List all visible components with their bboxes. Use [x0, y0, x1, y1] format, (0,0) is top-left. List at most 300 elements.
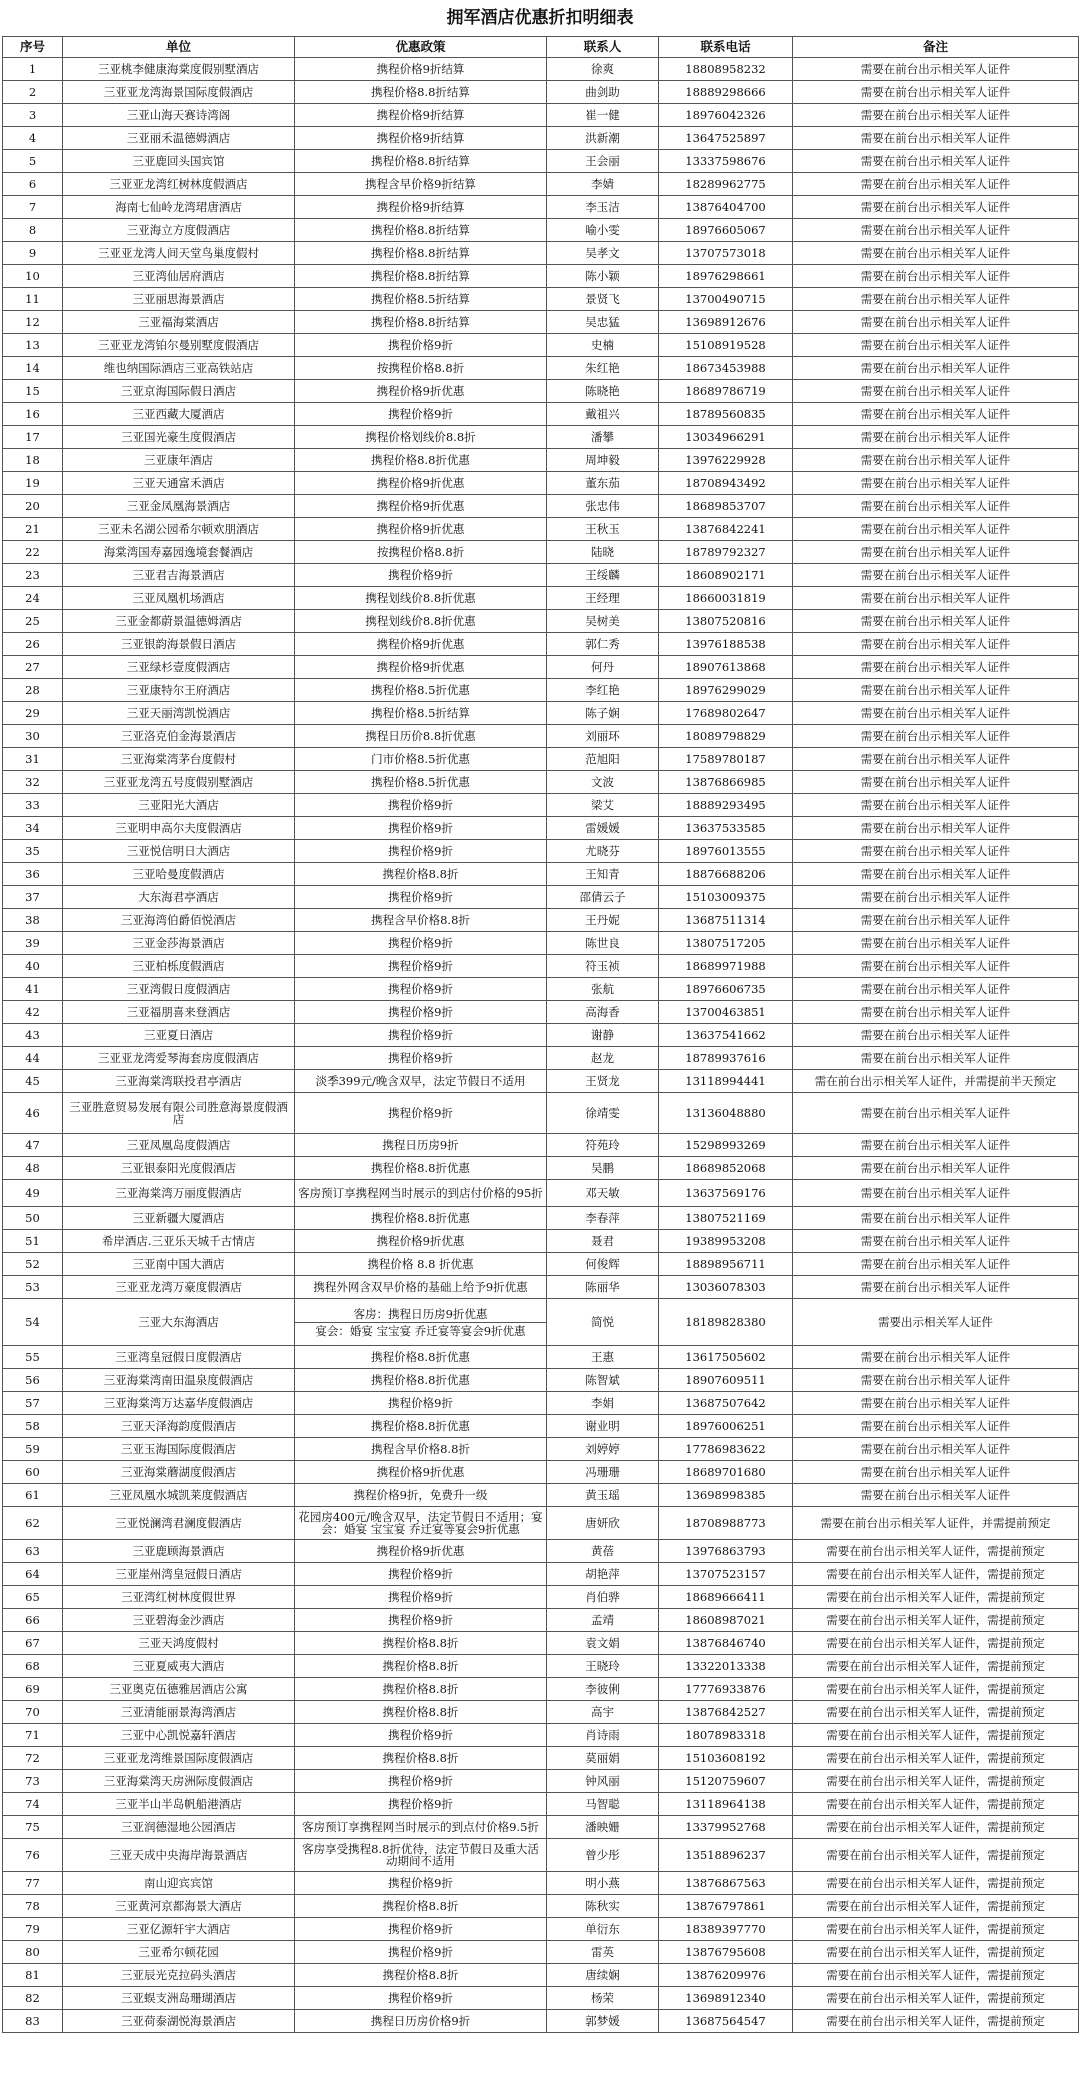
row-policy: 携程价格9折: [295, 886, 547, 909]
row-policy: 携程价格9折: [295, 1793, 547, 1816]
table-row: [3, 1770, 1079, 1793]
row-policy: [295, 1299, 547, 1346]
row-index: 13: [3, 334, 63, 357]
row-index: 36: [3, 863, 63, 886]
row-policy-line: 宴会：婚宴 宝宝宴 乔迁宴等宴会9折优惠: [315, 1323, 526, 1338]
table-row: [3, 748, 1079, 771]
row-policy: 携程价格 8.8 折优惠: [295, 1253, 547, 1276]
row-note: 需要在前台出示相关军人证件，需提前预定: [793, 1655, 1079, 1678]
row-note: 需要在前台出示相关军人证件: [793, 1134, 1079, 1157]
row-unit: 三亚辰光克拉码头酒店: [63, 1964, 295, 1987]
table-row: [3, 794, 1079, 817]
table-row: [3, 1392, 1079, 1415]
row-policy: 携程价格9折: [295, 1770, 547, 1793]
row-index: 20: [3, 495, 63, 518]
row-unit: 三亚玉海国际度假酒店: [63, 1438, 295, 1461]
table-row: [3, 863, 1079, 886]
table-row: [3, 1793, 1079, 1816]
row-index: 19: [3, 472, 63, 495]
row-note: 需要在前台出示相关军人证件: [793, 1369, 1079, 1392]
row-index: 22: [3, 541, 63, 564]
row-policy: 按携程价格8.8折: [295, 357, 547, 380]
row-contact: 唐续娴: [547, 1964, 659, 1987]
row-policy: 携程价格8.8折结算: [295, 150, 547, 173]
row-note: 需要在前台出示相关军人证件: [793, 357, 1079, 380]
row-index: 26: [3, 633, 63, 656]
row-index: 1: [3, 58, 63, 81]
row-phone: 13707573018: [659, 242, 793, 265]
row-note: 需要在前台出示相关军人证件，需提前预定: [793, 1770, 1079, 1793]
table-row: [3, 1484, 1079, 1507]
row-contact: 喻小雯: [547, 219, 659, 242]
row-contact: 简悦: [547, 1299, 659, 1346]
row-contact: 陈秋实: [547, 1895, 659, 1918]
table-row: [3, 1134, 1079, 1157]
row-phone: 13876797861: [659, 1895, 793, 1918]
row-policy: 携程价格9折，免费升一级: [295, 1484, 547, 1507]
row-unit: 海棠湾国寿嘉园逸境套餐酒店: [63, 541, 295, 564]
row-phone: 13617505602: [659, 1346, 793, 1369]
row-note: 需要在前台出示相关军人证件: [793, 265, 1079, 288]
table-row: [3, 1253, 1079, 1276]
row-phone: 18976605067: [659, 219, 793, 242]
row-contact: 赵龙: [547, 1047, 659, 1070]
row-phone: 18708988773: [659, 1507, 793, 1540]
row-index: 76: [3, 1839, 63, 1872]
row-contact: 文波: [547, 771, 659, 794]
row-phone: 13876866985: [659, 771, 793, 794]
table-row: [3, 541, 1079, 564]
row-policy: 携程价格8.8折: [295, 1655, 547, 1678]
row-unit: 三亚明申高尔夫度假酒店: [63, 817, 295, 840]
row-note: 需要在前台出示相关军人证件: [793, 1484, 1079, 1507]
table-row: [3, 1816, 1079, 1839]
row-unit: 三亚黄河京都海景大酒店: [63, 1895, 295, 1918]
row-note: 需要在前台出示相关军人证件: [793, 426, 1079, 449]
row-unit: 三亚西藏大厦酒店: [63, 403, 295, 426]
table-row: [3, 1987, 1079, 2010]
row-phone: 18889298666: [659, 81, 793, 104]
row-phone: 13337598676: [659, 150, 793, 173]
row-policy: 携程价格8.5折优惠: [295, 679, 547, 702]
row-unit: 三亚康年酒店: [63, 449, 295, 472]
row-index: 11: [3, 288, 63, 311]
row-unit: 三亚海棠湾天房洲际度假酒店: [63, 1770, 295, 1793]
table-row: [3, 334, 1079, 357]
row-phone: 15120759607: [659, 1770, 793, 1793]
row-index: 3: [3, 104, 63, 127]
row-unit: 三亚清能丽景海湾酒店: [63, 1701, 295, 1724]
row-index: 16: [3, 403, 63, 426]
row-phone: 18078983318: [659, 1724, 793, 1747]
table-row: [3, 1346, 1079, 1369]
row-unit: 三亚海棠湾联投君亭酒店: [63, 1070, 295, 1093]
row-policy: 携程价格9折优惠: [295, 495, 547, 518]
row-contact: 徐靖雯: [547, 1093, 659, 1134]
row-unit: 三亚海棠蘑湖度假酒店: [63, 1461, 295, 1484]
row-phone: 15103608192: [659, 1747, 793, 1770]
row-unit: 三亚天成中央海岸海景酒店: [63, 1839, 295, 1872]
row-phone: 13034966291: [659, 426, 793, 449]
row-contact: 周坤毅: [547, 449, 659, 472]
row-policy: 携程价格9折: [295, 1918, 547, 1941]
row-index: 83: [3, 2010, 63, 2033]
row-phone: 13807521169: [659, 1207, 793, 1230]
row-phone: 13700490715: [659, 288, 793, 311]
row-contact: 高宇: [547, 1701, 659, 1724]
row-note: 需要在前台出示相关军人证件: [793, 219, 1079, 242]
row-phone: 13118964138: [659, 1793, 793, 1816]
row-phone: 19389953208: [659, 1230, 793, 1253]
row-unit: 三亚亚龙湾万豪度假酒店: [63, 1276, 295, 1299]
row-index: 2: [3, 81, 63, 104]
row-contact: 陈世良: [547, 932, 659, 955]
table-row: [3, 311, 1079, 334]
row-phone: 13976863793: [659, 1540, 793, 1563]
row-unit: 希岸酒店.三亚乐天城千古情店: [63, 1230, 295, 1253]
row-note: 需要在前台出示相关军人证件: [793, 518, 1079, 541]
row-index: 56: [3, 1369, 63, 1392]
row-contact: 陈智斌: [547, 1369, 659, 1392]
table-row: [3, 1047, 1079, 1070]
row-phone: 13707523157: [659, 1563, 793, 1586]
row-contact: 李彼俐: [547, 1678, 659, 1701]
row-contact: 王秋玉: [547, 518, 659, 541]
table-row: [3, 1701, 1079, 1724]
row-policy: 携程日历房9折: [295, 1134, 547, 1157]
row-phone: 13876209976: [659, 1964, 793, 1987]
row-policy: 携程价格9折: [295, 1047, 547, 1070]
table-row: [3, 495, 1079, 518]
row-policy: 携程价格8.8折: [295, 1632, 547, 1655]
row-unit: 三亚胜意贸易发展有限公司胜意海景度假酒店: [63, 1093, 295, 1134]
row-note: 需要在前台出示相关军人证件，需提前预定: [793, 1793, 1079, 1816]
row-index: 48: [3, 1157, 63, 1180]
row-phone: 18689852068: [659, 1157, 793, 1180]
row-policy: 携程价格8.8折结算: [295, 81, 547, 104]
row-index: 73: [3, 1770, 63, 1793]
row-policy: 携程价格9折: [295, 1563, 547, 1586]
row-index: 80: [3, 1941, 63, 1964]
row-index: 51: [3, 1230, 63, 1253]
row-unit: 三亚夏日酒店: [63, 1024, 295, 1047]
row-index: 72: [3, 1747, 63, 1770]
row-policy: 携程价格9折: [295, 932, 547, 955]
row-note: 需要在前台出示相关军人证件: [793, 1001, 1079, 1024]
row-unit: 三亚南中国大酒店: [63, 1253, 295, 1276]
table-row: [3, 1461, 1079, 1484]
row-contact: 董东茄: [547, 472, 659, 495]
table-row: [3, 127, 1079, 150]
row-index: 77: [3, 1872, 63, 1895]
table-row: [3, 955, 1079, 978]
row-unit: 维也纳国际酒店三亚高铁站店: [63, 357, 295, 380]
row-unit: 三亚丽思海景酒店: [63, 288, 295, 311]
row-index: 23: [3, 564, 63, 587]
row-unit: 三亚亚龙湾铂尔曼别墅度假酒店: [63, 334, 295, 357]
row-note: 需要在前台出示相关军人证件，需提前预定: [793, 1724, 1079, 1747]
row-index: 75: [3, 1816, 63, 1839]
row-unit: 三亚福海棠酒店: [63, 311, 295, 334]
row-phone: 18389397770: [659, 1918, 793, 1941]
row-policy: 携程价格8.8折: [295, 1678, 547, 1701]
row-note: 需要在前台出示相关军人证件: [793, 472, 1079, 495]
row-index: 43: [3, 1024, 63, 1047]
table-row: [3, 587, 1079, 610]
table-row: [3, 449, 1079, 472]
row-contact: 范旭阳: [547, 748, 659, 771]
table-row: [3, 1415, 1079, 1438]
row-policy: 携程价格9折: [295, 817, 547, 840]
row-contact: 王绥麟: [547, 564, 659, 587]
row-phone: 13807517205: [659, 932, 793, 955]
row-note: 需要在前台出示相关军人证件: [793, 863, 1079, 886]
row-policy: 花园房400元/晚含双早，法定节假日不适用；宴会：婚宴 宝宝宴 乔迁宴等宴会9折优惠: [295, 1507, 547, 1540]
row-policy: 门市价格8.5折优惠: [295, 748, 547, 771]
row-contact: 吴鹏: [547, 1157, 659, 1180]
row-note: 需要在前台出示相关军人证件: [793, 81, 1079, 104]
row-index: 59: [3, 1438, 63, 1461]
table-row: [3, 1678, 1079, 1701]
row-note: 需要在前台出示相关军人证件，需提前预定: [793, 1678, 1079, 1701]
row-note: 需要在前台出示相关军人证件: [793, 610, 1079, 633]
table-row: [3, 1872, 1079, 1895]
row-unit: 三亚亚龙湾人间天堂鸟巢度假村: [63, 242, 295, 265]
header-phone: 联系电话: [659, 37, 793, 58]
row-note: 需要在前台出示相关军人证件，需提前预定: [793, 1747, 1079, 1770]
table-row: [3, 173, 1079, 196]
row-phone: 13876867563: [659, 1872, 793, 1895]
table-row: [3, 196, 1079, 219]
row-contact: 雷英: [547, 1941, 659, 1964]
row-index: 46: [3, 1093, 63, 1134]
row-contact: 邵倩云子: [547, 886, 659, 909]
row-note: 需要在前台出示相关军人证件，需提前预定: [793, 1701, 1079, 1724]
table-row: [3, 1839, 1079, 1872]
row-note: 需要在前台出示相关军人证件: [793, 58, 1079, 81]
row-policy-line: 客房：携程日历房9折优惠: [295, 1306, 546, 1323]
table-row: [3, 380, 1079, 403]
row-contact: 洪新潮: [547, 127, 659, 150]
row-contact: 符苑玲: [547, 1134, 659, 1157]
row-policy: 携程价格9折: [295, 1586, 547, 1609]
row-contact: 李婧: [547, 173, 659, 196]
row-index: 25: [3, 610, 63, 633]
table-row: [3, 518, 1079, 541]
row-policy: 携程价格8.8折结算: [295, 311, 547, 334]
row-phone: 13976188538: [659, 633, 793, 656]
table-row: [3, 840, 1079, 863]
table-row: [3, 1070, 1079, 1093]
table-row: [3, 1438, 1079, 1461]
row-policy: 淡季399元/晚含双早，法定节假日不适用: [295, 1070, 547, 1093]
row-phone: 13687564547: [659, 2010, 793, 2033]
row-contact: 张航: [547, 978, 659, 1001]
row-unit: 三亚阳光大酒店: [63, 794, 295, 817]
table-row: [3, 633, 1079, 656]
table-row: [3, 1895, 1079, 1918]
row-contact: 王晓玲: [547, 1655, 659, 1678]
row-index: 81: [3, 1964, 63, 1987]
row-note: 需要在前台出示相关军人证件: [793, 909, 1079, 932]
table-row: [3, 817, 1079, 840]
row-contact: 潘攀: [547, 426, 659, 449]
table-row: [3, 978, 1079, 1001]
row-index: 18: [3, 449, 63, 472]
row-note: 需要在前台出示相关军人证件: [793, 679, 1079, 702]
row-unit: 三亚天鸿度假村: [63, 1632, 295, 1655]
row-index: 63: [3, 1540, 63, 1563]
row-contact: 刘丽环: [547, 725, 659, 748]
row-phone: 13976229928: [659, 449, 793, 472]
row-contact: 王贤龙: [547, 1070, 659, 1093]
row-phone: 13687511314: [659, 909, 793, 932]
row-unit: 三亚碧海金沙酒店: [63, 1609, 295, 1632]
row-phone: 13700463851: [659, 1001, 793, 1024]
row-phone: 18660031819: [659, 587, 793, 610]
row-policy: 携程价格9折结算: [295, 127, 547, 150]
table-row: [3, 1230, 1079, 1253]
row-phone: 18898956711: [659, 1253, 793, 1276]
row-unit: 三亚洛克伯金海景酒店: [63, 725, 295, 748]
row-unit: 三亚天泽海韵度假酒店: [63, 1415, 295, 1438]
row-policy: 携程价格8.8折优惠: [295, 1415, 547, 1438]
table-row: [3, 564, 1079, 587]
row-note: 需要在前台出示相关军人证件: [793, 104, 1079, 127]
row-unit: 三亚君吉海景酒店: [63, 564, 295, 587]
row-contact: 莫丽娟: [547, 1747, 659, 1770]
row-policy: 携程价格9折优惠: [295, 633, 547, 656]
table-row: [3, 702, 1079, 725]
row-policy: 携程价格9折结算: [295, 196, 547, 219]
table-row: [3, 2010, 1079, 2033]
row-contact: 郭仁秀: [547, 633, 659, 656]
row-contact: 袁文娟: [547, 1632, 659, 1655]
row-policy: 携程价格8.5折结算: [295, 702, 547, 725]
row-index: 6: [3, 173, 63, 196]
row-contact: 王丹妮: [547, 909, 659, 932]
row-unit: 三亚鹿顾海景酒店: [63, 1540, 295, 1563]
row-phone: 18708943492: [659, 472, 793, 495]
row-note: 需要在前台出示相关军人证件，需提前预定: [793, 1872, 1079, 1895]
row-index: 32: [3, 771, 63, 794]
row-index: 33: [3, 794, 63, 817]
row-contact: 曲剑助: [547, 81, 659, 104]
row-unit: 三亚亚龙湾红树林度假酒店: [63, 173, 295, 196]
row-phone: 18608987021: [659, 1609, 793, 1632]
row-contact: 尤晓芬: [547, 840, 659, 863]
row-note: 需要在前台出示相关军人证件，需提前预定: [793, 1609, 1079, 1632]
row-policy: 客房预订享携程网当时展示的到店付价格的95折: [295, 1180, 547, 1207]
row-policy: 携程价格9折优惠: [295, 380, 547, 403]
row-note: 需要在前台出示相关军人证件: [793, 1438, 1079, 1461]
row-phone: 18889293495: [659, 794, 793, 817]
row-index: 7: [3, 196, 63, 219]
row-contact: 孟靖: [547, 1609, 659, 1632]
row-policy: 携程价格8.8折: [295, 863, 547, 886]
row-policy: 携程价格8.8折: [295, 1701, 547, 1724]
row-index: 4: [3, 127, 63, 150]
row-note: 需要在前台出示相关军人证件，需提前预定: [793, 1918, 1079, 1941]
row-phone: 13647525897: [659, 127, 793, 150]
header-contact: 联系人: [547, 37, 659, 58]
row-note: 需要在前台出示相关军人证件: [793, 1207, 1079, 1230]
row-unit: 三亚山海天赛诗湾阁: [63, 104, 295, 127]
row-note: 需要在前台出示相关军人证件，需提前预定: [793, 1540, 1079, 1563]
row-policy: 携程含早价格9折结算: [295, 173, 547, 196]
row-phone: 13637541662: [659, 1024, 793, 1047]
row-policy: 携程日历房价格9折: [295, 2010, 547, 2033]
row-contact: 聂君: [547, 1230, 659, 1253]
row-unit: 三亚亚龙湾海景国际度假酒店: [63, 81, 295, 104]
row-phone: 13118994441: [659, 1070, 793, 1093]
row-policy: 携程价格9折: [295, 840, 547, 863]
row-contact: 梁艾: [547, 794, 659, 817]
row-policy: 携程划线价8.8折优惠: [295, 610, 547, 633]
row-contact: 潘映姗: [547, 1816, 659, 1839]
row-contact: 王惠: [547, 1346, 659, 1369]
row-unit: 三亚希尔顿花园: [63, 1941, 295, 1964]
table-row: [3, 771, 1079, 794]
row-phone: 15108919528: [659, 334, 793, 357]
row-phone: 13876795608: [659, 1941, 793, 1964]
row-contact: 王知青: [547, 863, 659, 886]
row-contact: 朱红艳: [547, 357, 659, 380]
row-policy: 携程价格9折: [295, 1609, 547, 1632]
row-phone: 13876846740: [659, 1632, 793, 1655]
row-note: 需要在前台出示相关军人证件: [793, 173, 1079, 196]
row-note: 需要在前台出示相关军人证件: [793, 656, 1079, 679]
row-contact: 陈晓艳: [547, 380, 659, 403]
row-phone: 18976298661: [659, 265, 793, 288]
row-unit: 三亚海立方度假酒店: [63, 219, 295, 242]
row-contact: 陈丽华: [547, 1276, 659, 1299]
row-policy: 携程价格8.5折优惠: [295, 771, 547, 794]
table-row: [3, 104, 1079, 127]
row-contact: 李玉洁: [547, 196, 659, 219]
row-index: 50: [3, 1207, 63, 1230]
table-row: [3, 725, 1079, 748]
row-index: 82: [3, 1987, 63, 2010]
row-unit: 三亚京海国际假日酒店: [63, 380, 295, 403]
row-policy: 携程价格8.8折结算: [295, 265, 547, 288]
row-phone: 18907609511: [659, 1369, 793, 1392]
row-contact: 肖伯骅: [547, 1586, 659, 1609]
row-unit: 三亚海棠湾茅台度假村: [63, 748, 295, 771]
row-contact: 单衍东: [547, 1918, 659, 1941]
row-policy: 携程价格9折: [295, 1024, 547, 1047]
row-unit: 三亚湾仙居府酒店: [63, 265, 295, 288]
table-row: [3, 1299, 1079, 1346]
row-contact: 崔一健: [547, 104, 659, 127]
row-contact: 明小燕: [547, 1872, 659, 1895]
row-unit: 三亚鹿回头国宾馆: [63, 150, 295, 173]
row-contact: 黄蓓: [547, 1540, 659, 1563]
row-policy: 携程价格9折: [295, 1941, 547, 1964]
row-unit: 三亚天丽湾凯悦酒店: [63, 702, 295, 725]
table-row: [3, 1180, 1079, 1207]
row-phone: 18789937616: [659, 1047, 793, 1070]
header-note: 备注: [793, 37, 1079, 58]
row-policy: 携程价格9折: [295, 1001, 547, 1024]
row-phone: 18907613868: [659, 656, 793, 679]
row-note: 需要在前台出示相关军人证件: [793, 955, 1079, 978]
row-unit: 三亚奥克伍德雅居酒店公寓: [63, 1678, 295, 1701]
discount-table: [2, 36, 1079, 2033]
row-unit: 三亚凤凰机场酒店: [63, 587, 295, 610]
row-policy: 携程价格8.8折结算: [295, 242, 547, 265]
row-note: 需要在前台出示相关军人证件: [793, 1024, 1079, 1047]
